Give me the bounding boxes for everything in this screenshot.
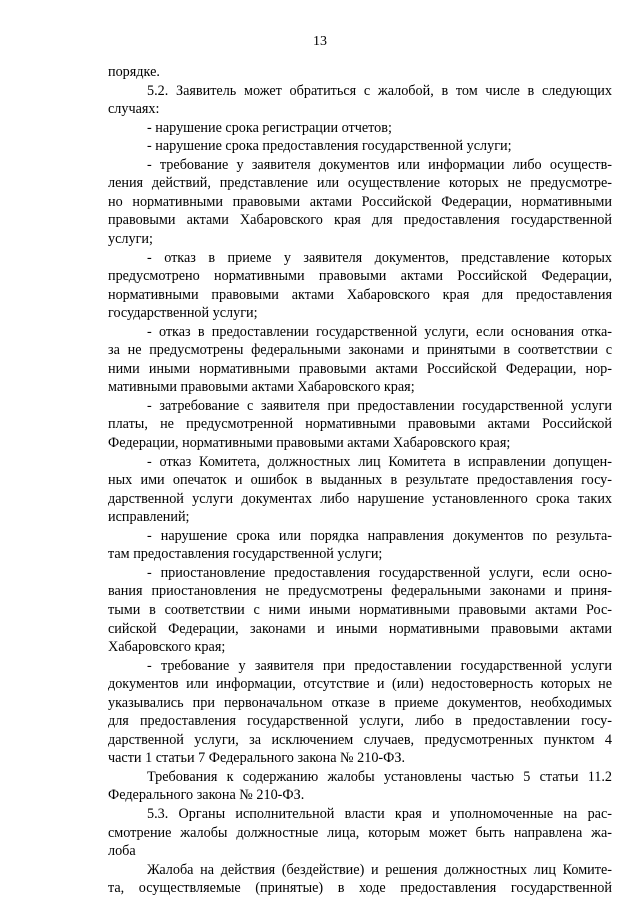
text-line: Требования к содержанию жалобы установлены частью 5 статьи 11.2 bbox=[147, 768, 612, 785]
text-line: дарственной услуги документах либо нарушение установленного срока таких bbox=[108, 490, 612, 507]
text-line: тыми в соответствии с ними иными нормативными правовыми актами Рос- bbox=[108, 601, 612, 618]
text-line: для предоставления государственной услуги, либо в предоставлении госу- bbox=[108, 713, 612, 730]
text-line: за не предусмотрены федеральными законами и принятыми в соответствии с bbox=[108, 342, 612, 359]
text-line: лоба bbox=[108, 843, 136, 860]
text-line: нормативными правовыми актами Хабаровского края для предоставления bbox=[108, 286, 612, 303]
text-line: - нарушение срока регистрации отчетов; bbox=[147, 119, 392, 136]
text-line: Хабаровского края; bbox=[108, 639, 226, 656]
text-line: - требование у заявителя документов или информации либо осуществ- bbox=[147, 156, 612, 173]
text-line: но нормативными правовыми актами Российской Федерации, нормативными bbox=[108, 193, 612, 210]
text-line: - затребование с заявителя при предоставлении государственной услуги bbox=[147, 397, 612, 414]
text-line: случаях: bbox=[108, 101, 160, 118]
text-line: - нарушение срока предоставления государственной услуги; bbox=[147, 138, 512, 155]
text-line: - отказ в приеме у заявителя документов, представление которых bbox=[147, 249, 612, 266]
text-line: - отказ в предоставлении государственной услуги, если основания отка- bbox=[147, 323, 612, 340]
text-line: документов или информации, отсутствие и (или) недостоверность которых не bbox=[108, 676, 612, 693]
text-line: предусмотрено нормативными правовыми актами Российской Федерации, bbox=[108, 268, 612, 285]
text-line: указывались при первоначальном отказе в приеме документов, необходимых bbox=[108, 694, 612, 711]
text-line: государственной услуги; bbox=[108, 305, 258, 322]
text-line: 5.3. Органы исполнительной власти края и уполномоченные на рас- bbox=[147, 806, 612, 822]
text-line: вания приостановления не предусмотрены федеральными законами и приня- bbox=[108, 583, 612, 600]
text-line: сийской Федерации, законами и иными нормативными правовыми актами bbox=[108, 620, 612, 637]
text-line: - отказ Комитета, должностных лиц Комитета в исправлении допущен- bbox=[147, 453, 612, 470]
text-line: - требование у заявителя при предоставлении государственной услуги bbox=[147, 657, 612, 674]
text-line: услуги; bbox=[108, 230, 153, 247]
text-line: порядке. bbox=[108, 64, 160, 80]
text-line: правовыми актами Хабаровского края для предоставления государственной bbox=[108, 212, 612, 229]
text-line: исправлений; bbox=[108, 509, 190, 526]
text-line: та, осуществляемые (принятые) в ходе предоставления государственной bbox=[108, 880, 612, 897]
text-line: - приостановление предоставления государственной услуги, если осно- bbox=[147, 564, 612, 581]
text-line: смотрение жалобы должностные лица, которым может быть направлена жа- bbox=[108, 824, 612, 841]
text-line: мативными правовыми актами Хабаровского края; bbox=[108, 379, 415, 396]
text-line: Федерального закона № 210-ФЗ. bbox=[108, 787, 305, 804]
text-line: - нарушение срока или порядка направления документов по результа- bbox=[147, 527, 612, 544]
text-line: Жалоба на действия (бездействие) и решения должностных лиц Комите- bbox=[147, 861, 612, 878]
text-line: ных ими опечаток и ошибок в выданных в результате предоставления госу- bbox=[108, 472, 612, 489]
text-line: части 1 статьи 7 Федерального закона № 210-ФЗ. bbox=[108, 750, 406, 767]
text-line: ления действий, представление или осуществление которых не предусмотре- bbox=[108, 175, 612, 192]
page-number: 13 bbox=[313, 34, 327, 49]
text-line: дарственной услуги, за исключением случаев, предусмотренных пунктом 4 bbox=[108, 731, 612, 748]
text-line: ними иными нормативными правовыми актами Российской Федерации, нор- bbox=[108, 360, 612, 377]
text-line: Федерации, нормативными правовыми актами Хабаровского края; bbox=[108, 435, 511, 451]
text-line: платы, не предусмотренной нормативными правовыми актами Российской bbox=[108, 416, 612, 433]
text-line: там предоставления государственной услуги; bbox=[108, 546, 383, 563]
text-line: 5.2. Заявитель может обратиться с жалобой, в том числе в следующих bbox=[147, 82, 612, 99]
